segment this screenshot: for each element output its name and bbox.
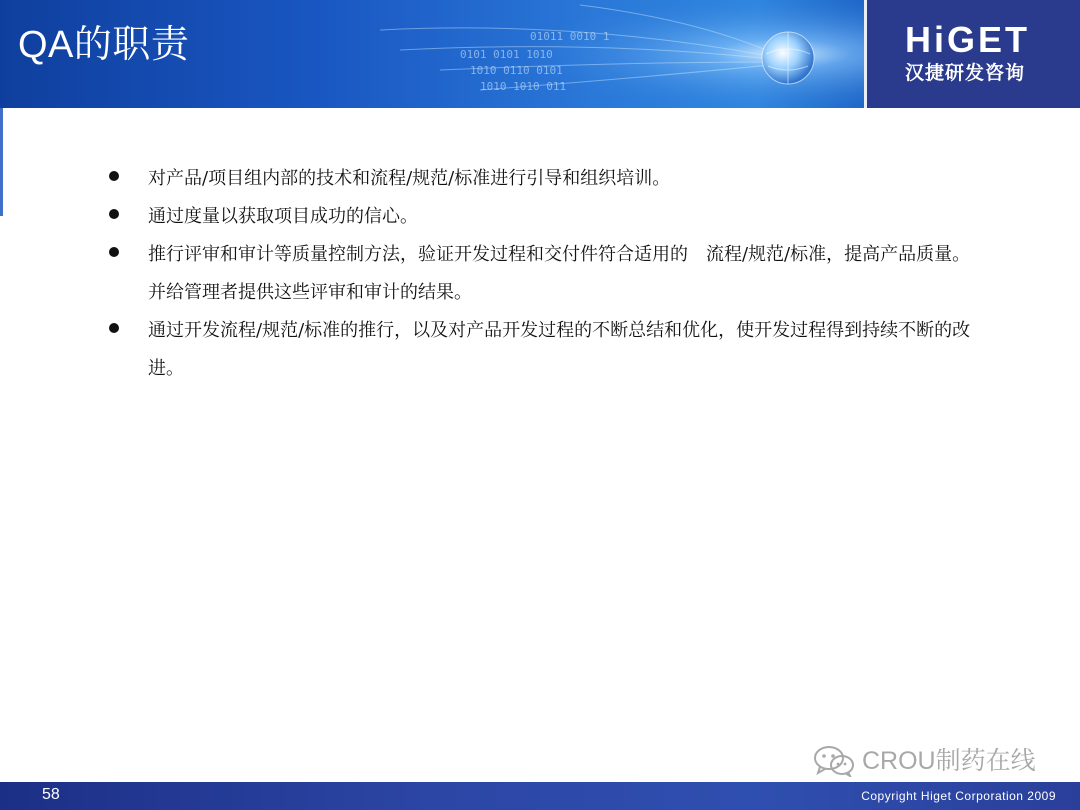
svg-text:01011 0010 1: 01011 0010 1 — [530, 30, 610, 43]
globe-data-stream-graphic — [380, 0, 870, 108]
bullet-dot-icon — [109, 323, 119, 333]
list-item — [106, 312, 986, 388]
watermark-text: CROU制药在线 — [862, 746, 1036, 775]
page-title: QA的职责 — [18, 24, 190, 66]
list-item — [106, 198, 986, 236]
svg-text:1010 0110 0101: 1010 0110 0101 — [470, 64, 563, 77]
list-item-text: 推行评审和审计等质量控制方法，验证开发过程和交付件符合适用的 流程/规范/标准，提高产品质量。并给管理者提供这些评审和审计的结果。 — [148, 244, 971, 303]
watermark — [812, 744, 1036, 778]
brand-subtitle: 汉捷研发咨询 — [905, 62, 1026, 84]
list-item-text: 通过开发流程/规范/标准的推行，以及对产品开发过程的不断总结和优化，使开发过程得到持续不断的改进。 — [148, 320, 971, 379]
list-item — [106, 160, 986, 198]
slide-footer — [0, 782, 1080, 810]
list-item-text: 对产品/项目组内部的技术和流程/规范/标准进行引导和组织培训。 — [148, 168, 671, 189]
bullet-dot-icon — [109, 247, 119, 257]
slide-header — [0, 0, 1080, 108]
brand-logo: HiGET — [905, 19, 1031, 60]
wechat-icon — [812, 745, 856, 777]
left-edge-accent — [0, 108, 3, 216]
list-item-text: 通过度量以获取项目成功的信心。 — [148, 206, 418, 227]
bullet-dot-icon — [109, 209, 119, 219]
page-number: 58 — [42, 786, 60, 803]
svg-text:1010 1010 011: 1010 1010 011 — [480, 80, 567, 93]
brand-logo-panel — [867, 0, 1080, 108]
copyright-text: Copyright Higet Corporation 2009 — [861, 789, 1056, 803]
bullet-dot-icon — [109, 171, 119, 181]
svg-text:0101 0101 1010: 0101 0101 1010 — [460, 48, 553, 61]
list-item — [106, 236, 986, 312]
responsibility-list — [106, 160, 986, 388]
